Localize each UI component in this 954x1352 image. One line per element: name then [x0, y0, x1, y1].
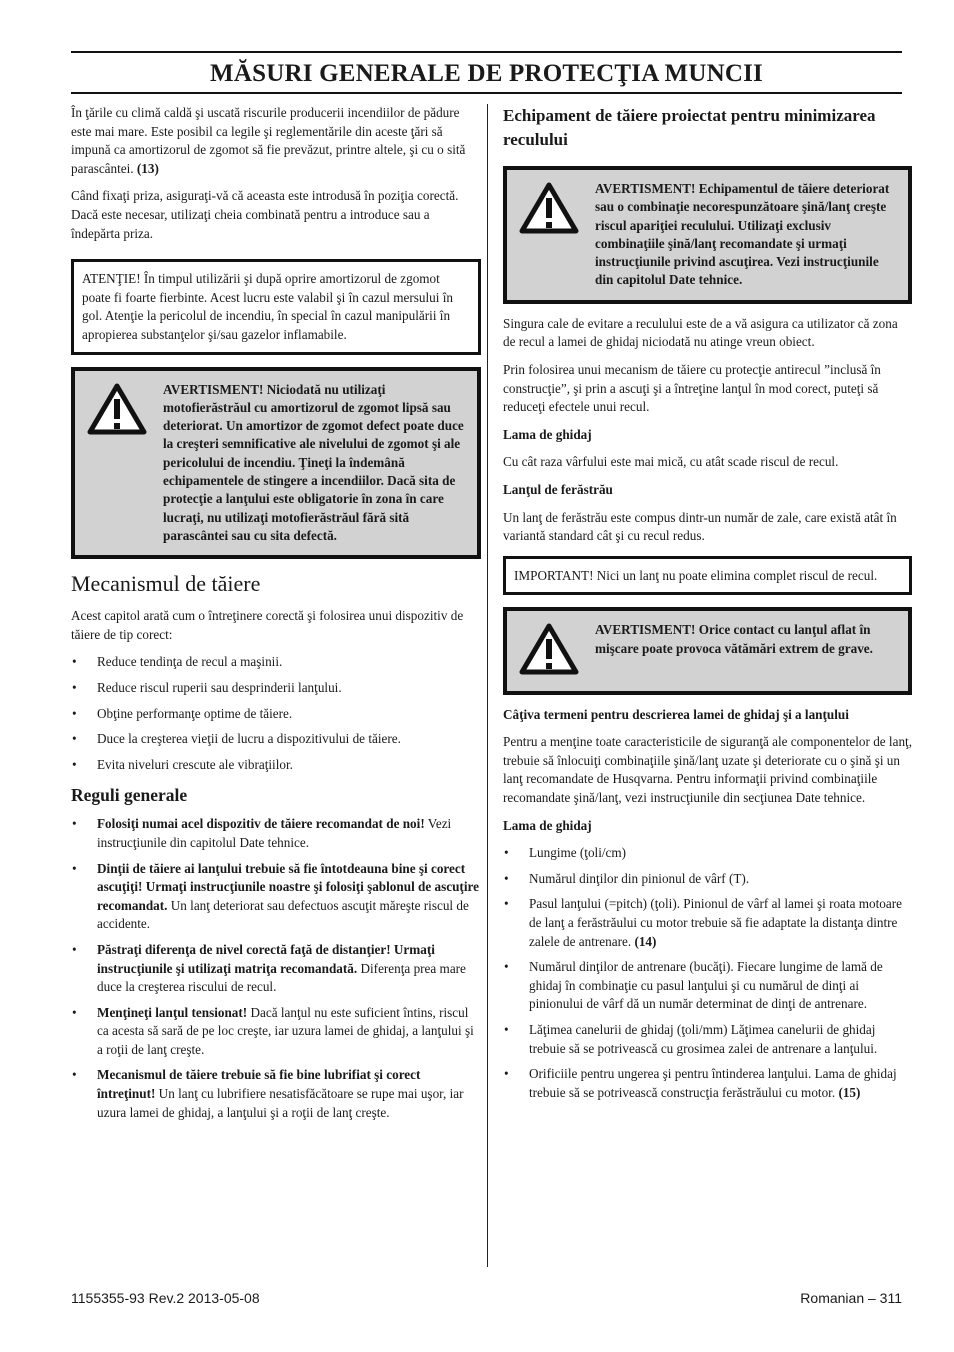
list-item: • Obţine performanţe optime de tăiere.: [71, 705, 481, 724]
warning-text: AVERTISMENT! Niciodată nu utilizaţi motofierăstrăul cu amortizorul de zgomot lipsă sau deteriorat. Un amortizor de zgomot defect poate duce la creşteri semnificative ale nivelului de zgomot şi ale pericolului de incendiu. Ţineţi la îndemână echipamentele de stingere a incendiilor. Dacă sita de protecţie a lanţului este obligatorie în zona în care lucraţi, nu utilizaţi motofierăstrăul fără sită parascântei sau cu sita defectă.: [163, 381, 464, 543]
list-item: [503, 958, 912, 1014]
intro-paragraph: [71, 104, 481, 178]
rule-item: [71, 941, 481, 997]
list-item: • Duce la creşterea vieţii de lucru a dispozitivului de tăiere.: [71, 730, 481, 749]
rule-text: Un lanţ cu lubrifiere nesatisfăcătoare se rupe mai uşor, iar uzura lamei de ghidaj, a lanţului şi a roţii de lanţ creşte.: [97, 1086, 464, 1120]
list-item: • Reduce riscul ruperii sau desprinderii lanţului.: [71, 679, 481, 698]
rule-text: Dacă lanţul nu este suficient întins, riscul ca acesta să sară de pe loc creşte, iar uzura lamei de ghidaj, a lanţului şi a roţii de lanţ creşte.: [97, 1004, 474, 1057]
list-item: [503, 844, 912, 863]
bar-heading: Lama de ghidaj: [503, 426, 592, 442]
footer-page-number: Romanian – 311: [800, 1290, 902, 1306]
section-intro: Acest capitol arată cum o întreţinere corectă şi folosirea unui dispozitiv de tăiere de tip corect:: [71, 608, 464, 642]
benefit-list: [71, 653, 481, 774]
footer-doc-id: 1155355-93 Rev.2 2013-05-08: [71, 1290, 260, 1306]
item-text: Pasul lanţului (=pitch) (ţoli). Pinionul de vârf al lamei şi roata motoare de lanţ a ferăstrăului cu motor trebuie să fie adaptate la distanţa dintre zalele de antrenare.: [529, 896, 902, 949]
right-heading: Echipament de tăiere proiectat pentru minimizarea reculului: [503, 106, 876, 149]
list-item: • Reduce tendinţa de recul a maşinii.: [71, 653, 481, 672]
rule-text: Un lanţ deteriorat sau defectuos ascuţit măreşte riscul de accidente.: [97, 897, 469, 932]
intro-text: În ţările cu climă caldă şi uscată riscurile producerii incendiilor de pădure este mai mare. Este posibil ca legile şi reglementările din aceste ţări să impună ca amortizorul de zgomot să fie prevăzut, printre altele, şi cu o sită parascântei.: [71, 105, 466, 176]
list-item: [503, 895, 912, 951]
caution-box: ATENŢIE! În timpul utilizării şi după oprire amortizorul de zgomot poate fi foarte fierbinte. Acest lucru este valabil şi în cazul mersului în gol. Atenţie la pericolul de incendiu, în special în cazul manipulării în apropierea substanţelor şi/sau gazelor inflamabile.: [71, 259, 481, 354]
chain-text: Un lanţ de ferăstrău este compus dintr-un număr de zale, care există atât în variantă standard cât şi cu recul redus.: [503, 509, 897, 544]
warning-triangle-icon: [515, 180, 595, 290]
rule-bold: Păstraţi diferenţa de nivel corectă faţă de distanţier! Urmaţi instrucţiunile şi utilizaţi matriţa recomandată.: [97, 941, 435, 976]
list-item: [503, 1021, 912, 1058]
warning-text: AVERTISMENT! Echipamentul de tăiere deteriorat sau o combinaţie necorespunzătoare şină/lanţ creşte riscul apariţiei reculului. Utilizaţi exclusiv combinaţiile şină/lanţ recomandate şi urmaţi instrucţiunile privind ascuţirea. Vezi instrucţiunile din capitolul Date tehnice.: [595, 181, 890, 288]
rules-list: [71, 815, 481, 1122]
rule-bold: Mecanismul de tăiere trebuie să fie bine lubrifiat şi corect întreţinut!: [97, 1067, 421, 1102]
page-title: MĂSURI GENERALE DE PROTECŢIA MUNCII: [210, 60, 763, 87]
list-item: • Evita niveluri crescute ale vibraţiilor.: [71, 756, 481, 775]
rule-bold: Dinţii de tăiere ai lanţului trebuie să fie întotdeauna bine şi corect ascuţiţi! Urmaţi instrucţiunile noastre şi folosiţi şablonul de ascuţire recomandat.: [97, 860, 479, 913]
item-text: Numărul dinţilor de antrenare (bucăţi). Fiecare lungime de lamă de ghidaj în combinaţie cu pasul lanţului şi cu numărul de dinţi ai pinionului de vârf dă un număr determinat de dinţi de antrenare.: [529, 959, 883, 1012]
figure-ref: (13): [136, 160, 159, 176]
page-title-bar: [71, 51, 902, 94]
warning-text: AVERTISMENT! Orice contact cu lanţul aflat în mişcare poate provoca vătămări extrem de grave.: [595, 622, 873, 656]
rule-item: [71, 815, 481, 852]
item-text: Numărul dinţilor din pinionul de vârf (T).: [529, 870, 750, 886]
figure-ref: (14): [634, 933, 657, 949]
rule-item: [71, 860, 481, 934]
warning-box: [71, 367, 481, 560]
figure-ref: (15): [838, 1084, 861, 1100]
rule-text: Diferenţa prea mare duce la creşterea riscului de recul.: [97, 960, 466, 995]
chain-heading: Lanţul de ferăstrău: [503, 481, 613, 497]
kickback-paragraph: Singura cale de evitare a reculului este de a vă asigura ca utilizator că zona de recul a lamei de ghidaj niciodată nu atinge vreun obiect.: [503, 315, 898, 350]
list-item: [503, 1065, 912, 1102]
left-column: [71, 104, 481, 1131]
rule-item: [71, 1066, 481, 1122]
list-item: [503, 870, 912, 889]
item-text: Lungime (ţoli/cm): [529, 845, 627, 861]
rule-bold: Folosiţi numai acel dispozitiv de tăiere recomandat de noi!: [97, 816, 425, 832]
terms-text: Pentru a menţine toate caracteristicile de siguranţă ale componentelor de lanţ, trebuie să înlocuiţi combinaţiile şină/lanţ uzate şi deteriorate cu o şină şi un lanţ recomandate de Husqvarna. Pentru informaţii privind combinaţiile recomandate şină/lanţ, vezi instrucţiunile din secţiunea Date tehnice.: [503, 734, 913, 805]
bar2-heading: Lama de ghidaj: [503, 817, 592, 833]
rule-bold: Menţineţi lanţul tensionat!: [97, 1004, 248, 1020]
important-box: IMPORTANT! Nici un lanţ nu poate elimina complet riscul de recul.: [503, 556, 912, 596]
terms-heading: Câţiva termeni pentru descrierea lamei de ghidaj şi a lanţului: [503, 706, 849, 722]
right-column: [503, 104, 912, 1111]
section-heading: Mecanismul de tăiere: [71, 571, 261, 597]
bar-text: Cu cât raza vârfului este mai mică, cu atât scade riscul de recul.: [503, 454, 839, 470]
rule-text: Vezi instrucţiunile din capitolul Date tehnice.: [97, 816, 452, 850]
warning-box: [503, 607, 912, 694]
kickback-protection-paragraph: Prin folosirea unui mecanism de tăiere cu protecţie antirecul ”inclusă în construcţie”, şi prin a ascuţi şi a întreţine lanţul în mod corect, puteţi să reduceţi efectele unui recul.: [503, 361, 881, 415]
warning-triangle-icon: [515, 621, 595, 680]
item-text: Orificiile pentru ungerea şi pentru întinderea lanţului. Lama de ghidaj trebuie să se potrivească construcţia ferăstrăului cu motor.: [529, 1066, 897, 1100]
warning-triangle-icon: [83, 381, 163, 546]
column-divider: [487, 104, 488, 1267]
rules-heading: Reguli generale: [71, 785, 188, 806]
warning-box: [503, 166, 912, 304]
plug-paragraph: Când fixaţi priza, asiguraţi-vă că aceasta este introdusă în poziţia corectă. Dacă este necesar, utilizaţi cheia combinată pentru a introduce sau a îndepărta priza.: [71, 188, 459, 241]
item-text: Lăţimea canelurii de ghidaj (ţoli/mm) Lăţimea canelurii de ghidaj trebuie să se potrivească cu grosimea zalei de antrenare a lanţului.: [529, 1021, 878, 1056]
rule-item: [71, 1004, 481, 1060]
bar-spec-list: [503, 844, 912, 1102]
